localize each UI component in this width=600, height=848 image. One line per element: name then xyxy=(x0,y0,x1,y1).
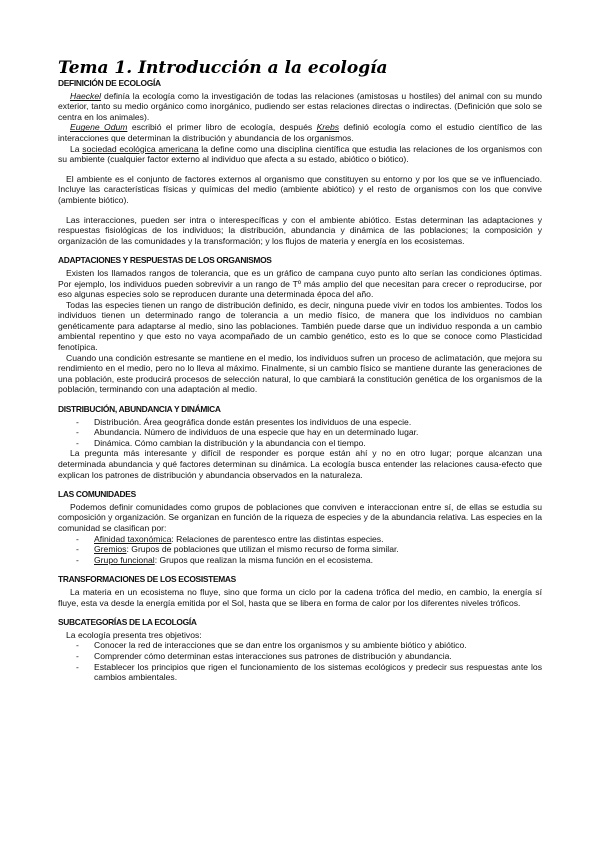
list-item: - Distribución. Área geográfica donde están presentes los individuos de una especie. xyxy=(76,417,542,428)
list-item: - Establecer los principios que rigen el funcionamiento de los sistemas ecológicos y predecir sus respuestas ante los cambios ambientales. xyxy=(76,662,542,683)
document-title: Tema 1. Introducción a la ecología xyxy=(58,58,388,78)
list-item xyxy=(76,534,542,545)
list-comunidades xyxy=(58,534,542,566)
paragraph-text: la define como una disciplina científica que estudia las relaciones de los organismos con su ambiente (cualquier factor externo al individuo que afecta a su estado, abiótico o biótico). xyxy=(58,143,542,165)
paragraph-objetivos-intro: La ecología presenta tres objetivos: xyxy=(66,629,202,640)
section-heading-comunidades: LAS COMUNIDADES xyxy=(58,489,136,500)
section-heading-definicion: DEFINICIÓN DE ECOLOGÍA xyxy=(58,78,161,88)
section-heading-subcategorias: SUBCATEGORÍAS DE LA ECOLOGÍA xyxy=(58,617,197,628)
paragraph-pregunta: La pregunta más interesante y difícil de responder es porque están ahí y no en otro lugar; porque alcanzan una determinada abundancia y qué factores determinan su dinámica. La ecología busca entender las relaciones causa-efecto que explican los patrones de distribución y abundancia observados en la naturaleza. xyxy=(58,448,542,480)
term-grupo-funcional: Grupo funcional xyxy=(94,554,155,565)
list-objetivos xyxy=(58,640,542,682)
paragraph-distribucion: Todas las especies tienen un rango de distribución definido, es decir, ninguna puede vivir en todos los ambientes. Todos los individuos tienen un determinado rango de tolerancia a un medio físico, de manera que los individuos no cambian genéticamente para adaptarse al medio, sino las poblaciones. También puede darse que un individuo responda a un cambio ambiental repentino y que esto no vaya acompañado de un cambio genético, esto es lo que se conoce como Plasticidad fenotípica. xyxy=(58,299,542,353)
paragraph-aclimatacion: Cuando una condición estresante se mantiene en el medio, los individuos sufren un proceso de aclimatación, que mejora su rendimiento en el medio, pero no lo lleva al máximo. Finalmente, si un cambio físico se mantiene durante las generaciones de una población, este producirá procesos de selección natural, lo que cambiará la constitución genética de los organismos de la población, terminando con una adaptación al medio. xyxy=(58,352,542,395)
paragraph-comunidades: Podemos definir comunidades como grupos de poblaciones que conviven e interaccionan entre sí, de ellas se estudia su composición y organización. Se organizan en función de la riqueza de especies y de la abundancia relativa. Las especies en la comunidad se clasifican por: xyxy=(58,501,542,533)
paragraph-odum xyxy=(58,122,542,143)
paragraph-text: La xyxy=(70,143,83,154)
section-heading-distribucion: DISTRIBUCIÓN, ABUNDANCIA Y DINÁMICA xyxy=(58,404,221,415)
paragraph-tolerancia: Existen los llamados rangos de tolerancia, que es un gráfico de campana cuyo punto alto serían las condiciones óptimas. Por ejemplo, los individuos pueden sobrevivir a un rango de Tº más amplio del que necesitan para crecer o reproducirse, por eso algunas especies solo se reproducen durante una determinada época del año. xyxy=(58,267,542,300)
list-item: - Abundancia. Número de individuos de una especie que hay en un determinado lugar. xyxy=(76,427,542,438)
name-odum: Eugene Odum xyxy=(70,122,128,133)
name-sociedad: sociedad ecológica americana xyxy=(82,143,199,154)
list-item xyxy=(76,544,542,555)
list-item: - Conocer la red de interacciones que se dan entre los organismos y su ambiente biótico y abiótico. xyxy=(76,640,542,651)
paragraph-text: escribió el primer libro de ecología, después xyxy=(127,122,317,133)
paragraph-text: definió ecología como el estudio científico de las interacciones que determinan la distribución y abundancia de los organismos. xyxy=(58,122,543,143)
term-gremios: Gremios xyxy=(94,544,127,555)
paragraph-text: definía la ecología como la investigación de todas las relaciones (amistosas u hostiles) del animal con su mundo exterior, tanto su medio orgánico como inorgánico, pudiendo ser estas relaciones directas o indirectas. (Definición que solo se centra en los animales). xyxy=(58,90,542,122)
paragraph-materia: La materia en un ecosistema no fluye, sino que forma un ciclo por la cadena trófica del medio, en cambio, la energía sí fluye, esta va desde la energía emitida por el Sol, hasta que se libera en forma de calor por los diferentes niveles tróficos. xyxy=(58,586,542,608)
list-item-text: : Grupos que realizan la misma función en el ecosistema. xyxy=(154,554,373,565)
term-afinidad: Afinidad taxonómica xyxy=(94,533,172,544)
paragraph-sociedad xyxy=(58,144,542,165)
list-distribucion xyxy=(58,417,542,449)
list-item-text: : Grupos de poblaciones que utilizan el mismo recurso de forma similar. xyxy=(126,544,399,555)
list-item: - Dinámica. Cómo cambian la distribución y la abundancia con el tiempo. xyxy=(76,438,542,449)
list-item: - Comprender cómo determinan estas interacciones sus patrones de distribución y abundancia. xyxy=(76,651,542,662)
section-heading-adaptaciones: ADAPTACIONES Y RESPUESTAS DE LOS ORGANISMOS xyxy=(58,255,272,266)
name-krebs: Krebs xyxy=(316,122,340,133)
name-haeckel: Haeckel xyxy=(70,90,102,101)
section-heading-transformaciones: TRANSFORMACIONES DE LOS ECOSISTEMAS xyxy=(58,574,236,585)
list-item-text: : Relaciones de parentesco entre las distintas especies. xyxy=(171,533,384,544)
paragraph-ambiente: El ambiente es el conjunto de factores externos al organismo que constituyen su entorno y por los que se ve influenciado. Incluye las características físicas y químicas del medio (ambiente abiótico) y el resto de organismos con los que convive (ambiente biótico). xyxy=(58,173,542,205)
paragraph-interacciones: Las interacciones, pueden ser intra o interespecíficas y con el ambiente abiótico. Estas determinan las adaptaciones y respuestas fisiológicas de los individuos; la distribución, abundancia y dinámica de las poblaciones; la composición y organización de las comunidades y la transformación; y los flujos de materia y energía en los ecosistemas. xyxy=(58,214,542,246)
list-item xyxy=(76,555,542,566)
paragraph-haeckel xyxy=(58,91,542,123)
